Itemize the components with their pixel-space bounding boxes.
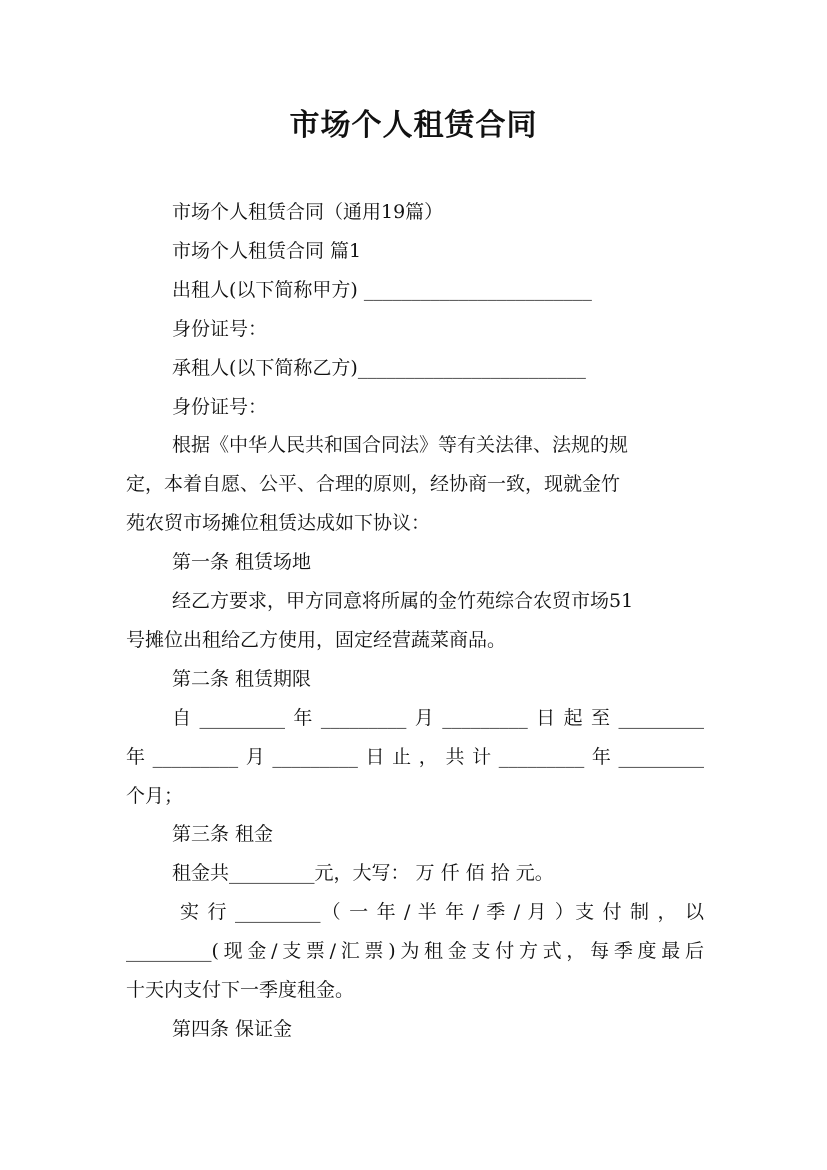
doc-line-article-3-text-3: _________(现金/支票/汇票)为租金支付方式，每季度最后: [126, 940, 704, 962]
doc-line-preamble-1: 根据《中华人民共和国合同法》等有关法律、法规的规: [172, 434, 629, 456]
doc-line-lessor: 出租人(以下简称甲方) ________________________: [172, 279, 592, 301]
doc-line-article-3-text-4: 十天内支付下一季度租金。: [126, 979, 355, 1001]
doc-line-article-2-text-2: 年_________月_________日止，共计_________年_________: [126, 746, 704, 768]
doc-line-article-3-text-1: 租金共_________元，大写： 万 仟 佰 拾 元。: [172, 862, 554, 884]
doc-line-article-3-text-2: 实 行 _________（ 一 年 / 半 年 / 季 / 月 ）支 付 制 ， 以: [180, 901, 704, 923]
doc-line-section-heading: 市场个人租赁合同 篇1: [172, 240, 362, 262]
document-title: 市场个人租赁合同: [289, 108, 538, 143]
doc-line-preamble-2: 定，本着自愿、公平、合理的原则，经协商一致，现就金竹: [126, 473, 621, 495]
doc-line-article-1-text-1: 经乙方要求，甲方同意将所属的金竹苑综合农贸市场51: [172, 590, 634, 612]
doc-line-lessor-id: 身份证号：: [172, 318, 268, 340]
doc-line-lessee: 承租人(以下简称乙方)________________________: [172, 357, 586, 379]
doc-line-article-2-text-3: 个月；: [126, 785, 184, 807]
doc-line-preamble-3: 苑农贸市场摊位租赁达成如下协议：: [126, 512, 431, 534]
doc-line-article-2-text-1: 自_________年_________月_________日起至_________: [172, 707, 704, 729]
doc-line-article-1-heading: 第一条 租赁场地: [172, 551, 312, 573]
doc-line-article-3-heading: 第三条 租金: [172, 823, 274, 845]
doc-line-subtitle: 市场个人租赁合同（通用19篇）: [172, 201, 444, 223]
doc-line-article-1-text-2: 号摊位出租给乙方使用，固定经营蔬菜商品。: [126, 629, 507, 651]
doc-line-lessee-id: 身份证号：: [172, 396, 268, 418]
doc-line-article-4-heading: 第四条 保证金: [172, 1018, 293, 1040]
doc-line-article-2-heading: 第二条 租赁期限: [172, 668, 312, 690]
